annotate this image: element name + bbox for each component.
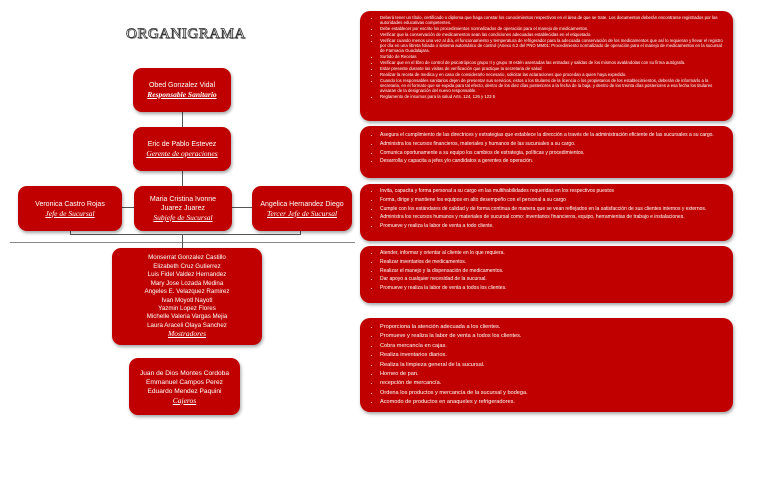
responsibilities-panel-jefes — [360, 184, 733, 241]
responsibility-item: • Proporciona la atención adecuada a los clientes. — [380, 324, 723, 332]
responsibilities-list — [366, 188, 723, 230]
responsibility-item: • Realiza la limpieza general de la sucursal. — [380, 362, 723, 370]
node-name: Juan de Dios Montes Cordoba — [139, 369, 230, 377]
node-name: Veronica Castro Rojas — [35, 200, 105, 208]
node-role: Gerente de operaciones — [146, 149, 218, 158]
responsibility-item: • Cumple con los estándares de calidad y de forma continua de manera que se vean reflejados en la satisfacción de sus clientes internos y externos. — [380, 206, 723, 213]
org-node-jefe[interactable] — [18, 186, 122, 231]
connector-line — [182, 235, 183, 248]
node-name: Yazmin Lopez Flores — [158, 304, 216, 312]
node-role: Subjefe de Sucursal — [153, 213, 213, 222]
node-name: Ivan Moyotl Nayotl — [161, 296, 213, 304]
node-name: Mary Jose Lozada Medina — [150, 279, 224, 287]
responsibility-item: • Promueve y realiza la labor de venta a todo cliente. — [380, 223, 723, 230]
node-role: Responsable Sanitario — [147, 90, 217, 99]
org-node-subjefe[interactable] — [134, 186, 232, 231]
org-node-tercer[interactable] — [252, 186, 352, 231]
responsibility-item: • Administra los recursos humanos y materiales de sucursal como: inventarios financieros, equipo, herramientas de trabajo e instalaciones. — [380, 214, 723, 221]
responsibility-item: • Realiza inventarios diarios. — [380, 352, 723, 360]
responsibility-item: • Invita, capacita y forma personal a su cargo en las multihabilidades requeridas en los respectivos puestos — [380, 188, 723, 195]
responsibility-item: • Reglamento de insumos para la salud Arts. 124, 126 y 123 5 — [380, 94, 723, 99]
responsibility-item: • Acomodo de productos en anaqueles y refrigeradores. — [380, 399, 723, 407]
node-role: Jefe de Sucursal — [45, 208, 95, 218]
responsibility-item: • Atender, informar y orientar al cliente en lo que requiera. — [380, 250, 723, 257]
org-node-cajeros[interactable] — [129, 358, 240, 415]
responsibility-item: • Estar presente durante las visitas de verificación que practique la secretaria de salud — [380, 66, 723, 71]
responsibility-item: • Cobra mercancía en cajas. — [380, 343, 723, 351]
org-node-gerente[interactable] — [133, 127, 231, 171]
responsibility-item: • Promueve y realiza la labor de venta a todos los clientes. — [380, 285, 723, 292]
responsibilities-panel-cajeros — [360, 318, 733, 412]
responsibility-item: • Verificar que en el libro de control de psicotrópicos grupo II y grupo III estén asentadas las entradas y salidas de los mismos avalándolas con su firma autógrafa. — [380, 60, 723, 65]
responsibility-item: • Asegura el cumplimiento de las directrices y estrategias que establece la dirección a través de la administración eficiente de las sucursales a su cargo. — [380, 132, 723, 139]
responsibility-item: • recepción de mercancía. — [380, 380, 723, 388]
responsibility-item: • Realizar la receta de medica y en caso de considerarlo necesario, solicitar las aclaraciones que procedan a quien haya expedido. — [380, 72, 723, 77]
responsibility-item: • Verificar que la conservación de medicamentos sean las condiciones adecuadas establecidas en el etiquetado. — [380, 32, 723, 37]
node-name: Angelica Hernandez Diego — [260, 200, 344, 208]
responsibility-item: • Realizar el manejo y la dispensación de medicamentos. — [380, 268, 723, 275]
responsibility-item: • Surtido de Recetas — [380, 54, 723, 59]
responsibility-item: • Verificar cuando menos una vez al día, el funcionamiento y temperatura de refrigerador para la adecuada conservación de los medicamentos que así lo requieran y llevar el registro por día en una libreta foliada o sistema automático de control (Anexo 6.2 del PNO MM01: Procedimiento normalizado de operación para el manejo de medicamentos en la sucursal de Farmacia Guadalajara. — [380, 38, 723, 54]
node-name: Juarez Juarez — [161, 205, 205, 212]
node-name: Elizabeth Cruz Gutierrez — [153, 262, 221, 270]
node-name: Angeles E. Velazquez Ramirez — [144, 288, 230, 296]
node-role: Tercer Jefe de Sucursal — [266, 208, 338, 218]
responsibilities-list — [366, 15, 723, 99]
responsibility-item: • Horneo de pan. — [380, 371, 723, 379]
responsibility-item: • Cuando los responsables sanitarios dejen de presentar sus servicios, estos o los titulares de la licencia o los propietarios de los establecimientos, deberán de informarlo a la secretaria, en el formato que se expida para tal efecto, dentro de los diez días posteriores a la fecha de la baja, y dentro de los treinta días posteriores a esa fecha los titulares avisaran de la designación del nuevo responsable. — [380, 78, 723, 94]
responsibility-item: • Realizar inventarios de medicamentos. — [380, 259, 723, 266]
node-name: Monserrat Gonzalez Castillo — [148, 254, 226, 262]
node-name: Emmanuel Campos Perez — [146, 378, 223, 386]
connector-line — [70, 234, 301, 235]
node-role: Mostradores — [167, 329, 207, 339]
responsibilities-list — [366, 250, 723, 292]
node-name: Laura Araceli Olaya Sanchez — [147, 321, 227, 329]
node-name: Michelle Valeria Vargas Mejia — [146, 313, 228, 321]
responsibility-item: • Desarrolla y capacita a jefes y/o candidatos a gerentes de operación. — [380, 158, 723, 165]
connector-line — [182, 171, 183, 187]
responsibilities-panel-gerente — [360, 126, 733, 178]
responsibility-item: • Debe establecer por escrito los procedimientos normalizados de operación para el manejo de medicamentos. — [380, 26, 723, 31]
node-role: Cajeros — [172, 395, 197, 405]
responsibility-item: • Ordena los productos y mercancía de la sucursal y bodega. — [380, 390, 723, 398]
responsibility-item: • Dar apoyo a cualquier necesidad de la sucursal. — [380, 276, 723, 283]
responsibility-item: • Comunica oportunamente a su equipo los cambios de estrategia, políticas y procedimientos. — [380, 150, 723, 157]
connector-line — [182, 112, 183, 127]
org-node-mostradores[interactable] — [112, 248, 262, 345]
org-node-responsable[interactable] — [133, 68, 231, 112]
responsibility-item: • Forma, dirige y mantiene los equipos en alto desempeño con el personal a su cargo — [380, 197, 723, 204]
responsibility-item: • Administra los recursos financieros, materiales y humanos de las sucursales a su cargo. — [380, 141, 723, 148]
node-name: Obed Gonzalez Vidal — [148, 82, 216, 89]
node-name: Luis Fidel Valdez Hernandez — [147, 271, 227, 279]
responsibilities-panel-mostradores — [360, 246, 733, 303]
page-title: ORGANIGRAMA — [126, 26, 246, 42]
responsibilities-list — [366, 324, 723, 407]
responsibility-item: • Promueve y realiza la labor de venta a todos los clientes. — [380, 333, 723, 341]
node-name: Eduardo Mendez Paquini — [147, 387, 222, 395]
responsibilities-panel-responsable — [360, 11, 733, 121]
node-name: Eric de Pablo Estevez — [147, 141, 217, 148]
responsibilities-list — [366, 132, 723, 165]
responsibility-item: • Deberá tener un título, certificado o diploma que haga constar los conocimientos respectivos en el área de que se trate. Los documentos deberán encontrarse registrados por las autoridades educativas competentes. — [380, 15, 723, 26]
node-name: Maria Cristina Ivonne — [149, 196, 217, 203]
